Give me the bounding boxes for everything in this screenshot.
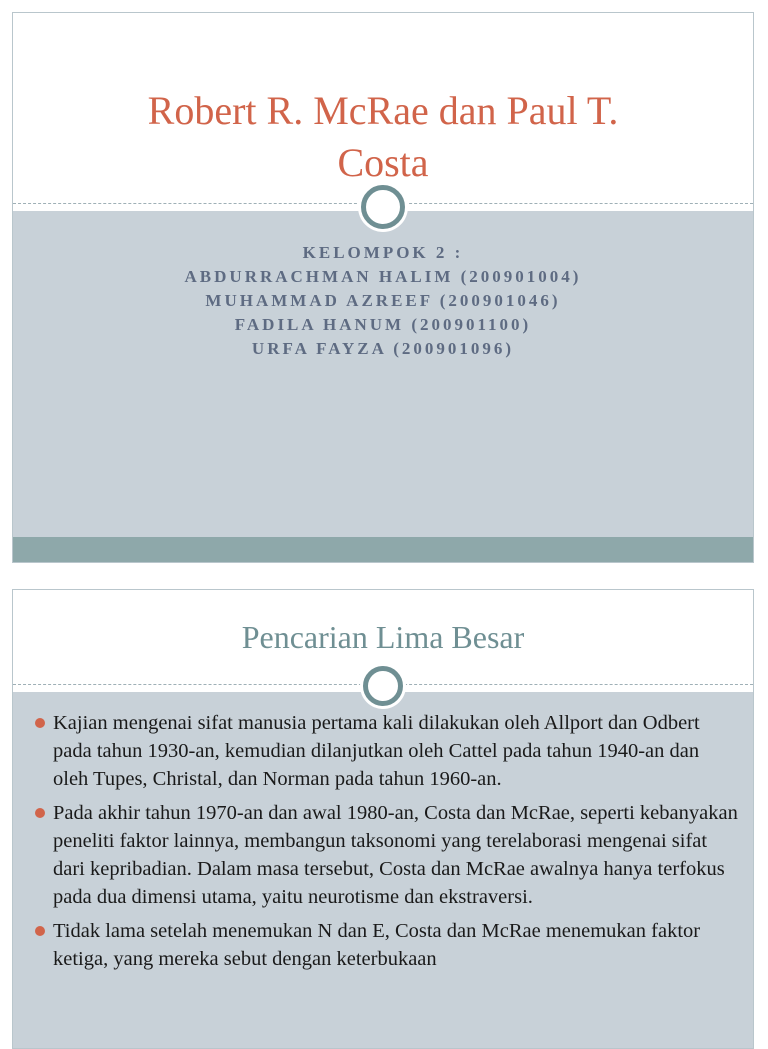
bullet-text: Kajian mengenai sifat manusia pertama kali dilakukan oleh Allport dan Odbert pada tahun 1930-an, kemudian dilanjutkan oleh Cattel pada tahun 1940-an dan oleh Tupes, Christal, dan Norman pada tahun 1960-an. bbox=[53, 712, 700, 790]
title-slide bbox=[12, 12, 754, 563]
slide-title: Pencarian Lima Besar bbox=[241, 619, 525, 655]
list-item bbox=[33, 917, 739, 973]
list-item bbox=[33, 799, 739, 911]
member-name: ABDURRACHMAN HALIM (200901004) bbox=[184, 267, 582, 286]
bullet-dot-icon bbox=[35, 808, 45, 818]
bottom-bar bbox=[13, 537, 753, 563]
group-label: KELOMPOK 2 : bbox=[302, 243, 464, 262]
bullet-dot-icon bbox=[35, 926, 45, 936]
bullet-text: Tidak lama setelah menemukan N dan E, Costa dan McRae menemukan faktor ketiga, yang mereka sebut dengan keterbukaan bbox=[53, 920, 701, 970]
bullet-list bbox=[33, 709, 739, 979]
member-name: FADILA HANUM (200901100) bbox=[234, 315, 532, 334]
circle-ornament-icon bbox=[361, 185, 405, 229]
content-slide bbox=[12, 589, 754, 1049]
slide-title: Robert R. McRae dan Paul T. Costa bbox=[147, 88, 619, 185]
bullet-text: Pada akhir tahun 1970-an dan awal 1980-an, Costa dan McRae, seperti kebanyakan peneliti faktor lainnya, membangun taksonomi yang terelaborasi mengenai sifat dari kepribadian. Dalam masa tersebut, Costa dan McRae awalnya hanya terfokus pada dua dimensi utama, yaitu neurotisme dan ekstraversi. bbox=[53, 802, 738, 908]
group-members bbox=[13, 241, 753, 361]
bullet-dot-icon bbox=[35, 718, 45, 728]
member-name: URFA FAYZA (200901096) bbox=[251, 339, 515, 358]
circle-ornament-icon bbox=[363, 666, 403, 706]
list-item bbox=[33, 709, 739, 793]
member-name: MUHAMMAD AZREEF (200901046) bbox=[205, 291, 561, 310]
